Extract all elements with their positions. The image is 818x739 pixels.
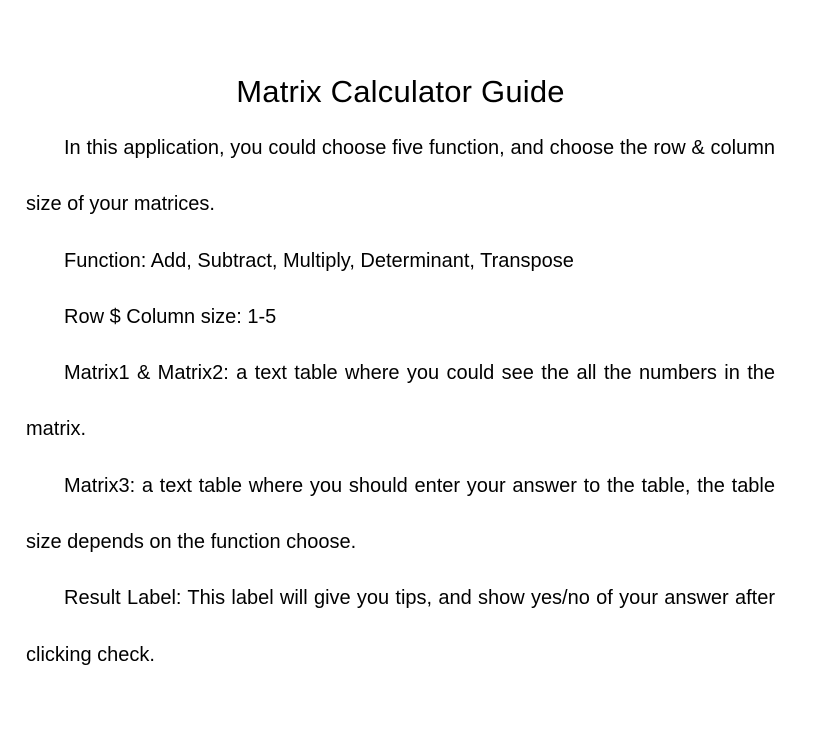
matrix3-paragraph: Matrix3: a text table where you should enter your answer to the table, the table size depends on the function choose. <box>26 474 775 554</box>
matrix1-matrix2-paragraph: Matrix1 & Matrix2: a text table where you could see the all the numbers in the matrix. <box>26 362 775 441</box>
size-paragraph: Row $ Column size: 1-5 <box>64 305 277 328</box>
function-paragraph: Function: Add, Subtract, Multiply, Determinant, Transpose <box>64 249 574 272</box>
document-page <box>26 0 775 683</box>
result-label-paragraph: Result Label: This label will give you tips, and show yes/no of your answer after clicking check. <box>26 587 775 666</box>
intro-paragraph: In this application, you could choose five function, and choose the row & column size of your matrices. <box>26 137 775 216</box>
page-title: Matrix Calculator Guide <box>236 74 565 109</box>
